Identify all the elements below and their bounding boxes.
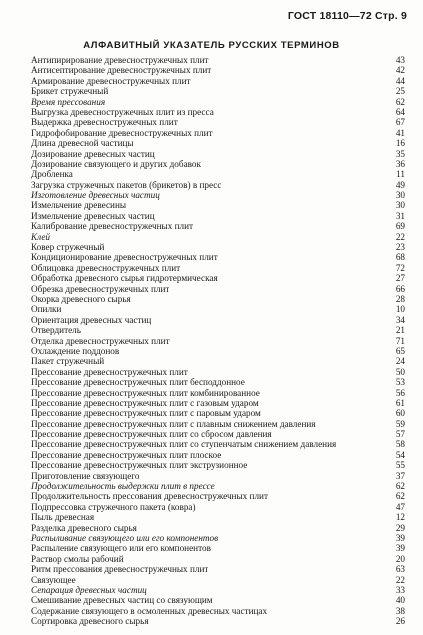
entry-page-number: 62	[395, 491, 405, 502]
index-entry	[31, 388, 405, 398]
entry-term: Сортировка древесного сырья	[31, 616, 149, 627]
index-entry	[31, 149, 405, 159]
entry-page-number: 31	[395, 210, 405, 221]
entry-page-number: 11	[396, 169, 405, 180]
entry-page-number: 21	[395, 325, 405, 336]
entry-page-number: 41	[395, 127, 405, 138]
entry-term: Отделка древесностружечных плит	[31, 335, 170, 346]
entry-page-number: 30	[395, 190, 405, 201]
entry-term: Загрузка стружечных пакетов (брикетов) в пресс	[31, 179, 222, 190]
entry-term: Разделка древесного сырья	[31, 522, 137, 533]
index-entry	[31, 356, 405, 366]
entry-term: Окорка древесного сырья	[31, 293, 131, 304]
entry-term: Отвердитель	[31, 325, 81, 336]
entry-page-number: 37	[395, 470, 405, 481]
entry-page-number: 33	[395, 584, 405, 595]
entry-term: Связующее	[31, 574, 76, 585]
entry-page-number: 22	[395, 231, 405, 242]
index-title: АЛФАВИТНЫЙ УКАЗАТЕЛЬ РУССКИХ ТЕРМИНОВ	[83, 40, 340, 51]
entry-term: Калибрование древесностружечных плит	[31, 221, 194, 232]
entry-page-number: 63	[395, 564, 405, 575]
index-entry	[31, 315, 405, 325]
entry-term: Смешивание древесных частиц со связующим	[31, 595, 213, 606]
entry-term: Прессование древесностружечных плит экструзионное	[31, 460, 248, 471]
entry-page-number: 62	[395, 96, 405, 107]
entry-page-number: 60	[395, 408, 405, 419]
entry-page-number: 56	[395, 387, 405, 398]
entry-term: Обрезка древесностружечных плит	[31, 283, 170, 294]
entry-term: Охлаждение поддонов	[31, 345, 120, 356]
entry-term: Ориентация древесных частиц	[31, 314, 152, 325]
index-entry	[31, 55, 405, 65]
entry-term: Армирование древесностружечных плит	[31, 75, 191, 86]
index-entry	[31, 273, 405, 283]
index-entry	[31, 554, 405, 564]
index-entry	[31, 128, 405, 138]
index-entry	[31, 325, 405, 335]
index-entry	[31, 523, 405, 533]
index-entry	[31, 284, 405, 294]
index-entry	[31, 65, 405, 75]
entry-page-number: 29	[395, 522, 405, 533]
index-entry	[31, 543, 405, 553]
index-entry	[31, 304, 405, 314]
entry-page-number: 22	[395, 574, 405, 585]
entry-page-number: 50	[395, 366, 405, 377]
index-entry	[31, 595, 405, 605]
index-entry	[31, 76, 405, 86]
index-entry	[31, 336, 405, 346]
entry-page-number: 20	[395, 553, 405, 564]
index-entry	[31, 107, 405, 117]
entry-term: Подпрессовка стружечного пакета (ковра)	[31, 501, 196, 512]
entry-term: Прессование древесностружечных плит комбинированное	[31, 387, 260, 398]
entry-term: Распыление связующего или его компонентов	[31, 543, 211, 554]
entry-term: Длина древесной частицы	[31, 138, 134, 149]
entry-page-number: 40	[395, 595, 405, 606]
entry-term: Антипирирование древесностружечных плит	[31, 55, 209, 65]
index-entry	[31, 252, 405, 262]
index-entry	[31, 180, 405, 190]
index-entry	[31, 117, 405, 127]
entry-page-number: 67	[395, 117, 405, 128]
entry-page-number: 49	[395, 179, 405, 190]
index-entry	[31, 512, 405, 522]
index-entry	[31, 377, 405, 387]
entry-term: Клей	[31, 231, 51, 242]
entry-term: Обработка древесного сырья гидротермическая	[31, 273, 218, 284]
entry-term: Кондиционирование древесностружечных плит	[31, 252, 218, 263]
entry-term: Брикет стружечный	[31, 86, 109, 97]
entry-page-number: 69	[395, 221, 405, 232]
index-entry	[31, 169, 405, 179]
entry-page-number: 53	[395, 377, 405, 388]
entry-page-number: 24	[395, 356, 405, 367]
entry-term: Продолжительность прессования древесностружечных плит	[31, 491, 268, 502]
index-entry	[31, 367, 405, 377]
entry-term: Прессование древесностружечных плит бесподдонное	[31, 377, 245, 388]
entry-page-number: 39	[395, 543, 405, 554]
entry-page-number: 16	[395, 138, 405, 149]
index-entry	[31, 263, 405, 273]
index-entry	[31, 585, 405, 595]
entry-term: Прессование древесностружечных плит с плавным снижением давления	[31, 418, 316, 429]
entry-page-number: 28	[395, 293, 405, 304]
index-entry	[31, 491, 405, 501]
index-entry	[31, 221, 405, 231]
entry-term: Время прессования	[31, 96, 106, 107]
entry-term: Раствор смолы рабочий	[31, 553, 124, 564]
entry-page-number: 47	[395, 501, 405, 512]
entry-term: Прессование древесностружечных плит с паровым ударом	[31, 408, 261, 419]
index-entry	[31, 159, 405, 169]
entry-page-number: 71	[395, 335, 405, 346]
entry-page-number: 54	[395, 449, 405, 460]
index-entry	[31, 481, 405, 491]
entry-page-number: 44	[395, 75, 405, 86]
entry-term: Приготовление связующего	[31, 470, 140, 481]
entry-page-number: 26	[395, 616, 405, 627]
term-index-list	[31, 55, 405, 626]
index-entry	[31, 294, 405, 304]
entry-page-number: 58	[395, 439, 405, 450]
entry-term: Распыливание связующего или его компонентов	[31, 532, 219, 543]
index-entry	[31, 471, 405, 481]
index-entry	[31, 564, 405, 574]
entry-term: Выгрузка древесностружечных плит из пресса	[31, 106, 214, 117]
entry-term: Ритм прессования древесностружечных плит	[31, 564, 209, 575]
entry-page-number: 42	[395, 65, 405, 76]
entry-term: Изготовление древесных частиц	[31, 190, 160, 201]
entry-term: Гидрофобирование древесностружечных плит	[31, 127, 213, 138]
index-entry	[31, 242, 405, 252]
entry-term: Опилки	[31, 304, 62, 315]
entry-page-number: 34	[395, 314, 405, 325]
index-entry	[31, 533, 405, 543]
index-entry	[31, 460, 405, 470]
index-entry	[31, 439, 405, 449]
entry-page-number: 65	[395, 345, 405, 356]
entry-term: Прессование древесностружечных плит со сбросом давления	[31, 429, 272, 440]
index-entry	[31, 502, 405, 512]
entry-page-number: 55	[395, 460, 405, 471]
entry-page-number: 64	[395, 106, 405, 117]
index-entry	[31, 346, 405, 356]
index-entry	[31, 450, 405, 460]
entry-term: Дозирование связующего и других добавок	[31, 158, 201, 169]
index-entry	[31, 138, 405, 148]
entry-page-number: 61	[395, 397, 405, 408]
entry-term: Пакет стружечный	[31, 356, 105, 367]
index-entry	[31, 575, 405, 585]
index-entry	[31, 86, 405, 96]
index-entry	[31, 232, 405, 242]
index-entry	[31, 398, 405, 408]
entry-term: Облицовка древесностружечных плит	[31, 262, 181, 273]
entry-page-number: 66	[395, 283, 405, 294]
entry-page-number: 39	[395, 532, 405, 543]
index-entry	[31, 97, 405, 107]
entry-term: Измельчение древесных частиц	[31, 210, 155, 221]
entry-term: Прессование древесностружечных плит с газовым ударом	[31, 397, 259, 408]
entry-term: Прессование древесностружечных плит	[31, 366, 188, 377]
entry-page-number: 23	[395, 242, 405, 253]
entry-term: Ковер стружечный	[31, 242, 105, 253]
entry-term: Прессование древесностружечных плит плоское	[31, 449, 222, 460]
entry-page-number: 35	[395, 148, 405, 159]
entry-page-number: 68	[395, 252, 405, 263]
index-entry	[31, 616, 405, 626]
entry-term: Дробленка	[31, 169, 73, 180]
entry-page-number: 25	[395, 86, 405, 97]
entry-term: Выдержка древесностружечных плит	[31, 117, 178, 128]
index-entry	[31, 211, 405, 221]
entry-page-number: 30	[395, 200, 405, 211]
index-entry	[31, 606, 405, 616]
entry-page-number: 36	[395, 158, 405, 169]
entry-page-number: 43	[395, 55, 405, 65]
entry-page-number: 27	[395, 273, 405, 284]
index-entry	[31, 419, 405, 429]
entry-term: Сепарация древесных частиц	[31, 584, 147, 595]
entry-page-number: 72	[395, 262, 405, 273]
index-entry	[31, 429, 405, 439]
entry-page-number: 38	[395, 605, 405, 616]
entry-term: Антисептирование древесностружечных плит	[31, 65, 212, 76]
index-entry	[31, 200, 405, 210]
entry-term: Прессование древесностружечных плит со ступенчатым снижением давления	[31, 439, 337, 450]
entry-page-number: 59	[395, 418, 405, 429]
entry-term: Продолжительность выдержки плит в прессе	[31, 481, 215, 492]
entry-term: Дозирование древесных частиц	[31, 148, 155, 159]
entry-page-number: 10	[395, 304, 405, 315]
entry-page-number: 12	[395, 512, 405, 523]
entry-page-number: 57	[395, 429, 405, 440]
entry-term: Измельчение древесины	[31, 200, 127, 211]
page-header: ГОСТ 18110—72 Стр. 9	[287, 10, 407, 22]
entry-term: Пыль древесная	[31, 512, 95, 523]
entry-term: Содержание связующего в осмоленных древесных частицах	[31, 605, 268, 616]
index-entry	[31, 408, 405, 418]
index-entry	[31, 190, 405, 200]
entry-page-number: 62	[395, 481, 405, 492]
